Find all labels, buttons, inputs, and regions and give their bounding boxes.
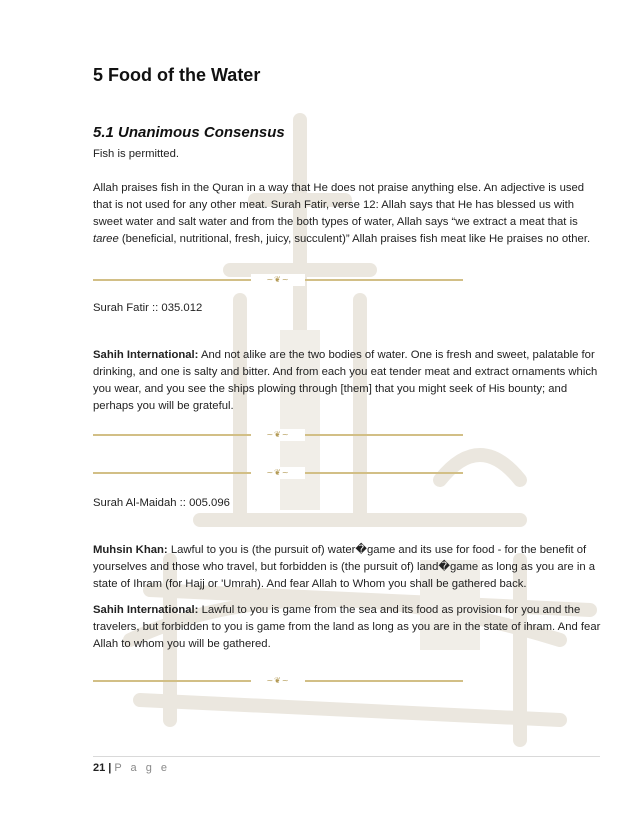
ornamental-divider: ~❦~	[93, 675, 463, 687]
paragraph-fish-permitted: Fish is permitted.	[93, 148, 180, 160]
paragraph-allah-praises-fish: Allah praises fish in the Quran in a way that He does not praise anything else. An adjective is used that is not used for any other meat. Surah Fatir, verse 12: Allah says that He has blessed us with sweet water and salt water and from the both types of water, Allah says “we extract a meat that is taree (beneficial, nutritional, fresh, juicy, succulent)” Allah praises fish meat like He praises no other.	[93, 182, 591, 245]
verse-reference-fatir: Surah Fatir :: 035.012	[93, 302, 203, 314]
ornamental-divider: ~❦~	[93, 467, 463, 479]
page-number: 21	[93, 762, 106, 774]
ornamental-divider: ~❦~	[93, 274, 463, 286]
page-label: P a g e	[114, 762, 170, 774]
verse-reference-maidah: Surah Al-Maidah :: 005.096	[93, 497, 230, 509]
quote-sahih-international-2: Sahih International: Lawful to you is game from the sea and its food as provision for you and the travelers, but forbidden to you is game from the land as long as you are in the state of ihram. And fear Allah to whom you will be gathered.	[93, 604, 601, 650]
footer-divider	[93, 756, 600, 757]
page-footer	[93, 762, 170, 774]
section-heading: 5 Food of the Water	[93, 65, 261, 85]
quote-sahih-international-1: Sahih International: And not alike are the two bodies of water. One is fresh and sweet, palatable for drinking, and one is salty and bitter. And from each you eat tender meat and extract ornaments which you wear, and you see the ships plowing through [them] that you might seek of His bounty; and perhaps you will be grateful.	[93, 349, 598, 412]
subsection-heading: 5.1 Unanimous Consensus	[93, 124, 285, 141]
footer-separator: |	[108, 762, 112, 774]
ornamental-divider: ~❦~	[93, 429, 463, 441]
quote-muhsin-khan: Muhsin Khan: Lawful to you is (the pursuit of) water�game and its use for food - for the benefit of yourselves and those who travel, but forbidden is (the pursuit of) land�game as long as you are in a state of Ihram (for Hajj or 'Umrah). And fear Allah to Whom you shall be gathered back.	[93, 544, 596, 590]
